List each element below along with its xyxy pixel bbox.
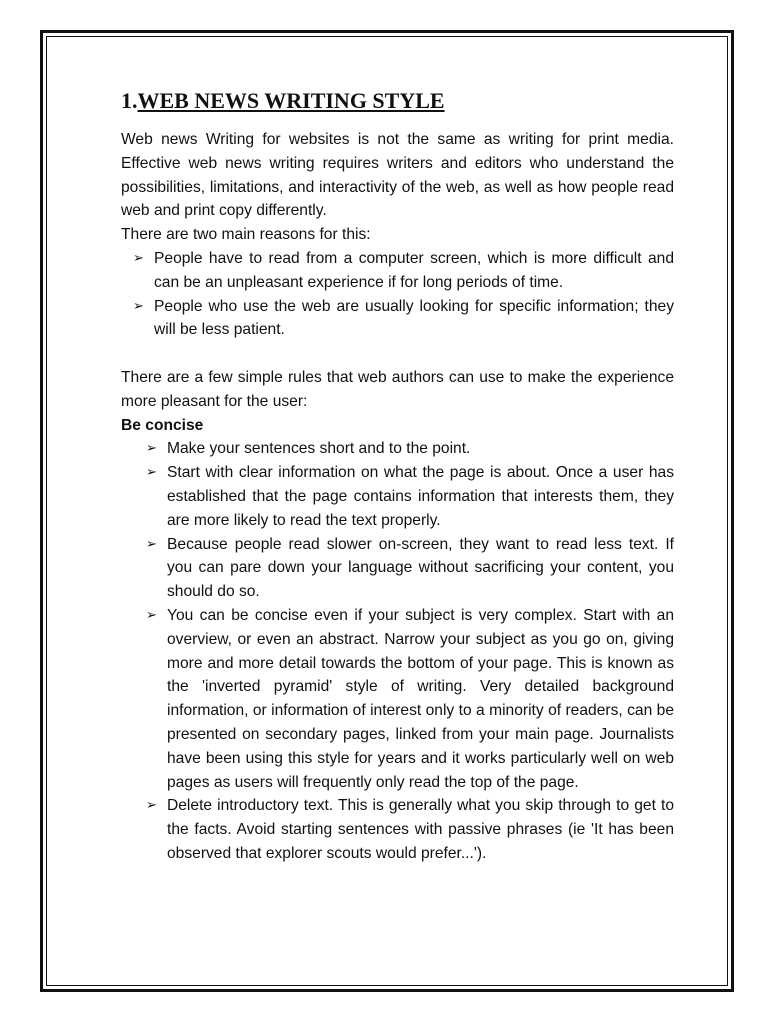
list-item-text: People who use the web are usually looking for specific information; they will be less patient. — [154, 297, 674, 339]
document-body — [121, 86, 674, 866]
heading-title: WEB NEWS WRITING STYLE — [137, 88, 445, 113]
arrow-bullet-icon: ➢ — [133, 250, 144, 266]
page-title — [121, 86, 674, 116]
reasons-lead: There are two main reasons for this: — [121, 226, 371, 244]
list-item — [121, 247, 674, 295]
list-item — [121, 461, 674, 532]
intro-paragraph: Web news Writing for websites is not the same as writing for print media. Effective web news writing requires writers and editors who understand the possibilities, limitations, and interactivity of the web, as well as how people read web and print copy differently. — [121, 131, 674, 220]
heading-number: 1. — [121, 88, 138, 113]
section-heading: Be concise — [121, 416, 204, 434]
paragraph-spacer — [121, 342, 674, 366]
reasons-list — [121, 247, 674, 342]
list-item — [121, 533, 674, 604]
arrow-bullet-icon: ➢ — [146, 607, 157, 623]
list-item — [121, 794, 674, 865]
arrow-bullet-icon: ➢ — [146, 798, 157, 814]
list-item-text: Because people read slower on-screen, they want to read less text. If you can pare down your language without sacrificing your content, you should do so. — [167, 535, 674, 601]
list-item-text: Make your sentences short and to the point. — [167, 440, 471, 458]
list-item-text: You can be concise even if your subject is very complex. Start with an overview, or even an abstract. Narrow your subject as you go on, giving more and more detail towards the bottom of your page. This is known as the 'inverted pyramid' style of writing. Very detailed background information, or information of interest only to a minority of readers, can be presented on secondary pages, linked from your main page. Journalists have been using this style for years and it works particularly well on web pages as users will frequently only read the top of the page. — [167, 606, 674, 791]
list-item-text: Start with clear information on what the page is about. Once a user has established that the page contains information that interests them, they are more likely to read the text properly. — [167, 464, 674, 529]
list-item — [121, 295, 674, 343]
arrow-bullet-icon: ➢ — [133, 298, 144, 314]
arrow-bullet-icon: ➢ — [146, 465, 157, 481]
arrow-bullet-icon: ➢ — [146, 536, 157, 552]
concise-list — [121, 437, 674, 865]
rules-lead: There are a few simple rules that web authors can use to make the experience more pleasant for the user: — [121, 368, 674, 410]
list-item-text: Delete introductory text. This is generally what you skip through to get to the facts. Avoid starting sentences with passive phrases (ie 'It has been observed that explorer scouts would prefer...'). — [167, 797, 674, 862]
arrow-bullet-icon: ➢ — [146, 441, 157, 457]
list-item-text: People have to read from a computer screen, which is more difficult and can be an unpleasant experience if for long periods of time. — [154, 249, 674, 291]
list-item — [121, 437, 674, 461]
list-item — [121, 604, 674, 794]
